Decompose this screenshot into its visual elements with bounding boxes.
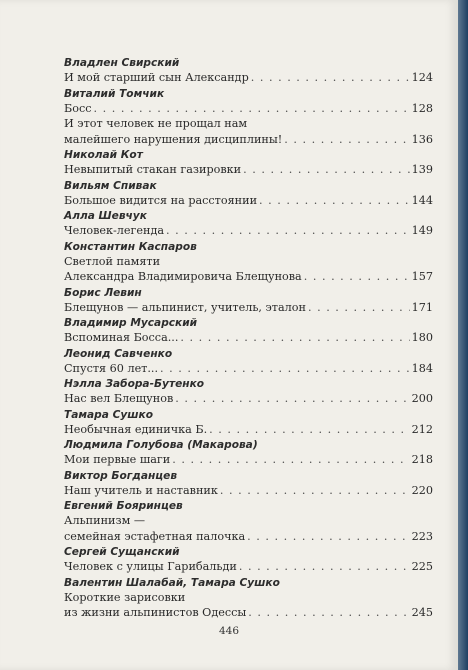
toc-entry-line[interactable] [64, 300, 433, 316]
toc-author: Алла Шевчук [64, 210, 147, 222]
toc-entry-line[interactable] [64, 269, 433, 285]
toc-author: Владимир Мусарский [64, 317, 198, 329]
dot-leader [247, 529, 410, 545]
page-edge-background [458, 0, 468, 670]
dot-leader [243, 162, 410, 178]
toc-page-number: 124 [411, 71, 433, 84]
toc-page-number: 128 [411, 101, 433, 115]
dot-leader [284, 132, 409, 148]
toc-page-number: 180 [411, 331, 433, 344]
toc-page-number: 218 [411, 453, 433, 466]
toc-entry-line[interactable] [64, 452, 433, 468]
toc-author: Виталий Томчик [64, 87, 165, 100]
toc-author: Борис Левин [64, 286, 142, 299]
toc-author: Валентин Шалабай, Тамара Сушко [64, 576, 280, 589]
toc-author: Нэлла Забора-Бутенко [64, 378, 205, 390]
toc-entry-title: Человек-легенда [64, 224, 165, 237]
dot-leader [248, 605, 409, 621]
toc-entry-title: малейшего нарушения дисциплины! [64, 132, 283, 146]
toc-entry-title: И этот человек не прощал нам [64, 117, 248, 130]
toc-entry-line [64, 116, 433, 132]
toc-entry-title: Спустя 60 лет... [64, 361, 159, 375]
toc-entry-title: Наш учитель и наставник [64, 483, 218, 497]
toc-author: Евгений Бояринцев [64, 500, 183, 512]
toc-entry-title: Большое видится на расстоянии [64, 193, 258, 207]
toc-entry-title: Человек с улицы Гарибальди [64, 560, 237, 573]
toc-entry-title: Короткие зарисовки [64, 590, 186, 604]
dot-leader [166, 223, 410, 239]
toc-entry-line[interactable] [64, 162, 433, 178]
table-of-contents [64, 55, 433, 621]
toc-entry-line[interactable] [64, 391, 433, 407]
toc-entry-line[interactable] [64, 330, 433, 346]
toc-entry-title: Босс [64, 101, 92, 115]
toc-page-number: 144 [411, 193, 433, 207]
toc-page-number: 245 [411, 606, 433, 619]
toc-entry-title: из жизни альпинистов Одессы [64, 606, 247, 619]
toc-page-number: 225 [411, 560, 433, 573]
toc-entry-line [64, 254, 433, 270]
toc-entry-line[interactable] [64, 70, 433, 86]
toc-entry-line[interactable] [64, 529, 433, 545]
toc-entry-line[interactable] [64, 361, 433, 377]
dot-leader [175, 391, 409, 407]
toc-entry-title: Светлой памяти [64, 254, 161, 268]
toc-page-number: 157 [411, 270, 433, 283]
dot-leader [251, 70, 410, 86]
dot-leader [180, 330, 409, 346]
dot-leader [94, 101, 410, 117]
dot-leader [172, 452, 409, 468]
toc-entry-line [64, 513, 433, 529]
toc-entry-title: Блещунов — альпинист, учитель, эталон [64, 300, 306, 314]
toc-author: Николай Кот [64, 149, 143, 161]
toc-author: Константин Каспаров [64, 240, 197, 253]
toc-entry-line[interactable] [64, 193, 433, 209]
toc-entry-line[interactable] [64, 605, 433, 621]
toc-entry-title: Нас вел Блещунов [64, 392, 174, 405]
toc-author: Виктор Богданцев [64, 469, 178, 482]
toc-entry-title: И мой старший сын Александр [64, 71, 249, 84]
toc-author: Леонид Савченко [64, 347, 173, 360]
toc-entry-line[interactable] [64, 132, 433, 148]
dot-leader [304, 269, 410, 285]
page-number: 446 [218, 625, 240, 637]
toc-entry-title: Мои первые шаги [64, 453, 171, 466]
toc-entry-line[interactable] [64, 483, 433, 499]
toc-entry-line [64, 590, 433, 606]
toc-entry-line[interactable] [64, 422, 433, 438]
toc-page-number: 136 [411, 132, 433, 146]
toc-page-number: 184 [411, 361, 433, 375]
dot-leader [209, 422, 409, 438]
toc-entry-title: Александра Владимировича Блещунова [64, 270, 302, 283]
toc-author: Тамара Сушко [64, 408, 154, 421]
dot-leader [160, 361, 410, 377]
toc-entry-title: семейная эстафетная палочка [64, 529, 246, 543]
toc-page-number: 212 [411, 422, 433, 436]
toc-page-number: 200 [411, 392, 433, 405]
dot-leader [308, 300, 410, 316]
toc-entry-title: Необычная единичка Б. [64, 422, 208, 436]
toc-author: Владлен Свирский [64, 57, 180, 69]
toc-page-number: 149 [411, 224, 433, 237]
toc-entry-title: Вспоминая Босса... [64, 331, 179, 344]
dot-leader [239, 559, 410, 575]
toc-page-number: 223 [411, 529, 433, 543]
toc-page-number: 139 [411, 163, 433, 176]
toc-author: Сергей Сущанский [64, 546, 180, 558]
toc-entry-line[interactable] [64, 101, 433, 117]
toc-entry-title: Невыпитый стакан газировки [64, 163, 242, 176]
toc-author: Вильям Спивак [64, 179, 157, 192]
toc-entry-title: Альпинизм — [64, 514, 146, 527]
toc-author: Людмила Голубова (Макарова) [64, 439, 258, 451]
toc-page-number: 171 [411, 300, 433, 314]
toc-entry-line[interactable] [64, 559, 433, 575]
toc-entry-line[interactable] [64, 223, 433, 239]
dot-leader [259, 193, 410, 209]
toc-page-number: 220 [411, 483, 433, 497]
dot-leader [220, 483, 410, 499]
